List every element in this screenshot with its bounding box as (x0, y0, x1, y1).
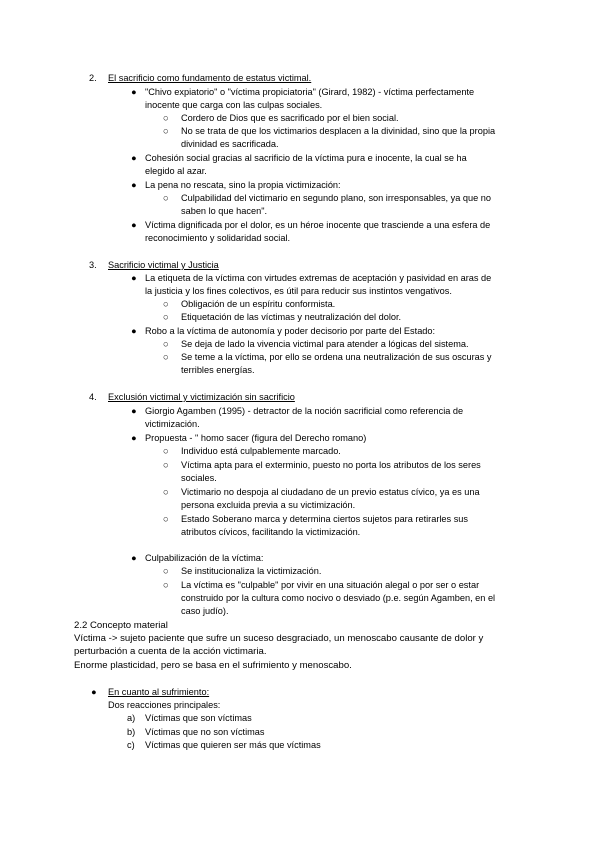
section-number: 2. (89, 73, 97, 83)
bullet-dot-icon: ● (131, 433, 137, 443)
bullet-text: La pena no rescata, sino la propia victimización: (145, 180, 341, 190)
bullet-circle-icon: ○ (163, 339, 169, 349)
bullet-circle-icon: ○ (163, 352, 169, 362)
bullet-dot-icon: ● (131, 326, 137, 336)
bullet-text: elegido al azar. (145, 166, 207, 176)
bullet-text: Culpabilización de la víctima: (145, 553, 264, 563)
list-marker: b) (127, 727, 136, 737)
sub-bullet-text: Culpabilidad del victimario en segundo plano, son irresponsables, ya que no (181, 193, 492, 203)
bullet-dot-icon: ● (91, 687, 97, 697)
sub-bullet-text: Etiquetación de las víctimas y neutralización del dolor. (181, 312, 402, 322)
bullet-dot-icon: ● (131, 153, 137, 163)
sub-bullet-text: Victimario no despoja al ciudadano de un previo estatus cívico, ya es una (181, 487, 480, 497)
sub-bullet-text: No se trata de que los victimarios desplacen a la divinidad, sino que la propia (181, 126, 496, 136)
sub-bullet-text: Obligación de un espíritu conformista. (181, 299, 336, 309)
intro-text: Dos reacciones principales: (108, 700, 221, 710)
bullet-dot-icon: ● (131, 553, 137, 563)
sub-bullet-text: construido por la cultura como nocivo o desviado (p.e. según Agamben, en el (181, 593, 496, 603)
bullet-text: Propuesta - " homo sacer (figura del Derecho romano) (145, 433, 367, 443)
section-number: 3. (89, 260, 97, 270)
sub-bullet-text: Individuo está culpablemente marcado. (181, 446, 341, 456)
bullet-dot-icon: ● (131, 220, 137, 230)
bullet-circle-icon: ○ (163, 299, 169, 309)
sub-bullet-text: Se deja de lado la vivencia victimal para atender a lógicas del sistema. (181, 339, 469, 349)
sub-bullet-text: La víctima es "culpable" por vivir en una situación alegal o por ser o estar (181, 580, 480, 590)
bullet-text: Giorgio Agamben (1995) - detractor de la noción sacrificial como referencia de (145, 406, 464, 416)
bullet-circle-icon: ○ (163, 193, 169, 203)
subsection-heading: 2.2 Concepto material (74, 620, 168, 631)
bullet-circle-icon: ○ (163, 446, 169, 456)
section-heading: Sacrificio victimal y Justicia (108, 260, 219, 270)
list-marker: a) (127, 713, 136, 723)
bullet-text: "Chivo expiatorio" o "víctima propiciatoria" (Girard, 1982) - víctima perfectamente (145, 87, 475, 97)
bullet-circle-icon: ○ (163, 566, 169, 576)
paragraph-text: Víctima -> sujeto paciente que sufre un suceso desgraciado, un menoscabo causante de dolor y (74, 633, 484, 644)
section-number: 4. (89, 392, 97, 402)
paragraph-text: Enorme plasticidad, pero se basa en el sufrimiento y menoscabo. (74, 660, 352, 671)
list-marker: c) (127, 740, 135, 750)
bullet-dot-icon: ● (131, 180, 137, 190)
bullet-circle-icon: ○ (163, 487, 169, 497)
bullet-dot-icon: ● (131, 273, 137, 283)
bullet-circle-icon: ○ (163, 514, 169, 524)
section-heading: Exclusión victimal y victimización sin sacrificio (108, 392, 295, 402)
sub-bullet-text: Estado Soberano marca y determina ciertos sujetos para retirarles sus (181, 514, 468, 524)
sub-bullet-text: saben lo que hacen". (181, 206, 268, 216)
bullet-circle-icon: ○ (163, 460, 169, 470)
sub-bullet-text: Se teme a la víctima, por ello se ordena una neutralización de sus oscuras y (181, 352, 492, 362)
paragraph-text: perturbación a cuenta de la acción victimaria. (74, 646, 267, 657)
bullet-text: Víctima dignificada por el dolor, es un héroe inocente que trasciende a una esfera de (145, 220, 491, 230)
bullet-text: Cohesión social gracias al sacrificio de la víctima pura e inocente, la cual se ha (145, 153, 467, 163)
bullet-circle-icon: ○ (163, 126, 169, 136)
sub-bullet-text: sociales. (181, 473, 217, 483)
sub-bullet-text: Se institucionaliza la victimización. (181, 566, 322, 576)
bullet-circle-icon: ○ (163, 312, 169, 322)
list-item: Víctimas que son víctimas (145, 713, 252, 723)
list-item: Víctimas que quieren ser más que víctimas (145, 740, 321, 750)
bullet-text: victimización. (145, 419, 200, 429)
list-item: Víctimas que no son víctimas (145, 727, 265, 737)
bullet-dot-icon: ● (131, 87, 137, 97)
bullet-dot-icon: ● (131, 406, 137, 416)
sub-bullet-text: persona excluida previa a su victimización. (181, 500, 356, 510)
sub-bullet-text: caso judío). (181, 606, 229, 616)
bullet-circle-icon: ○ (163, 580, 169, 590)
bullet-circle-icon: ○ (163, 113, 169, 123)
section-heading: El sacrificio como fundamento de estatus victimal. (108, 73, 312, 83)
bullet-text: En cuanto al sufrimiento: (108, 687, 210, 697)
sub-bullet-text: Cordero de Dios que es sacrificado por el bien social. (181, 113, 399, 123)
bullet-text: la justicia y los fines colectivos, es útil para reducir sus instintos vengativos. (145, 286, 452, 296)
bullet-text: La etiqueta de la víctima con virtudes extremas de aceptación y pasividad en aras de (145, 273, 492, 283)
sub-bullet-text: atributos cívicos, facilitando la victimización. (181, 527, 361, 537)
bullet-text: reconocimiento y solidaridad social. (145, 233, 291, 243)
bullet-text: inocente que carga con las culpas sociales. (145, 100, 323, 110)
sub-bullet-text: Víctima apta para el exterminio, puesto no porta los atributos de los seres (181, 460, 481, 470)
sub-bullet-text: divinidad es sacrificada. (181, 139, 279, 149)
bullet-text: Robo a la víctima de autonomía y poder decisorio por parte del Estado: (145, 326, 436, 336)
sub-bullet-text: terribles energías. (181, 365, 255, 375)
